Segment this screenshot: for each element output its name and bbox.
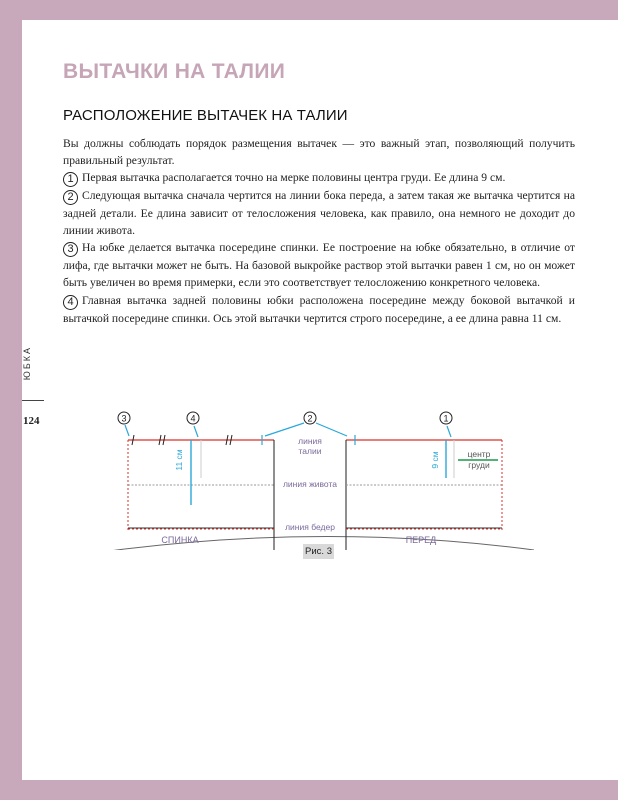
list-item-text: Следующая вытачка сначала чертится на линии бока переда, а затем такая же вытачка чертится на задней детали. Ее длина зависит от телосложения человека, как правило, она немного не доходит до линии живота. bbox=[63, 189, 575, 238]
marker-1 bbox=[440, 412, 452, 424]
list-item bbox=[63, 239, 575, 291]
front-panel-label: ПЕРЕД bbox=[405, 535, 437, 545]
bust-center-label: груди bbox=[468, 460, 490, 470]
number-circle: 4 bbox=[63, 295, 78, 310]
list-item bbox=[63, 169, 575, 187]
hip-line-label: линия бедер bbox=[285, 522, 335, 532]
intro-paragraph: Вы должны соблюдать порядок размещения вытачек — это важный этап, позволяющий получить правильный результат. bbox=[63, 137, 575, 168]
svg-text:4: 4 bbox=[190, 413, 196, 424]
waist-line-label: линия bbox=[298, 436, 322, 446]
waist-line-label: талии bbox=[298, 446, 322, 456]
section-title: РАСПОЛОЖЕНИЕ ВЫТАЧЕК НА ТАЛИИ bbox=[63, 107, 348, 124]
number-circle: 3 bbox=[63, 242, 78, 257]
list-item-text: На юбке делается вытачка посередине спинки. Ее построение на юбке обязательно, в отличие от лифа, где вытачки может не быть. На базовой выкройке раствор этой вытачки равен 1 см, но он может быть увеличен во время примерки, если это соответствует телосложению конкретного человека. bbox=[63, 241, 575, 290]
chapter-title: ВЫТАЧКИ НА ТАЛИИ bbox=[63, 60, 286, 83]
marker-3 bbox=[118, 412, 130, 424]
figure-caption: Рис. 3 bbox=[303, 544, 334, 559]
svg-text:3: 3 bbox=[121, 413, 127, 424]
belly-line-label: линия живота bbox=[282, 479, 338, 489]
list-item bbox=[63, 292, 575, 327]
list-item-text: Первая вытачка располагается точно на мерке половины центра груди. Ее длина 9 см. bbox=[82, 171, 506, 185]
marker-2 bbox=[304, 412, 316, 424]
svg-text:1: 1 bbox=[443, 413, 449, 424]
list-item bbox=[63, 187, 575, 239]
bust-center-label: центр bbox=[467, 449, 491, 459]
back-dart-length: 11 см bbox=[174, 449, 184, 471]
section-side-label: ЮБКА bbox=[22, 346, 32, 381]
page bbox=[22, 20, 618, 780]
back-panel bbox=[128, 435, 274, 550]
number-circle: 1 bbox=[63, 172, 78, 187]
pattern-diagram bbox=[22, 390, 618, 550]
body-text bbox=[63, 135, 575, 327]
marker-4 bbox=[187, 412, 199, 424]
svg-text:2: 2 bbox=[307, 413, 313, 424]
back-panel-label: СПИНКА bbox=[161, 535, 199, 545]
list-item-text: Главная вытачка задней половины юбки расположена посередине между боковой вытачкой и вытачкой посередине спинки. Ось этой вытачки чертится строго посередине, а ее длина равна 11 см. bbox=[63, 293, 575, 325]
front-dart-length: 9 см bbox=[430, 451, 440, 469]
number-circle: 2 bbox=[63, 190, 78, 205]
page-number: 124 bbox=[23, 415, 40, 427]
